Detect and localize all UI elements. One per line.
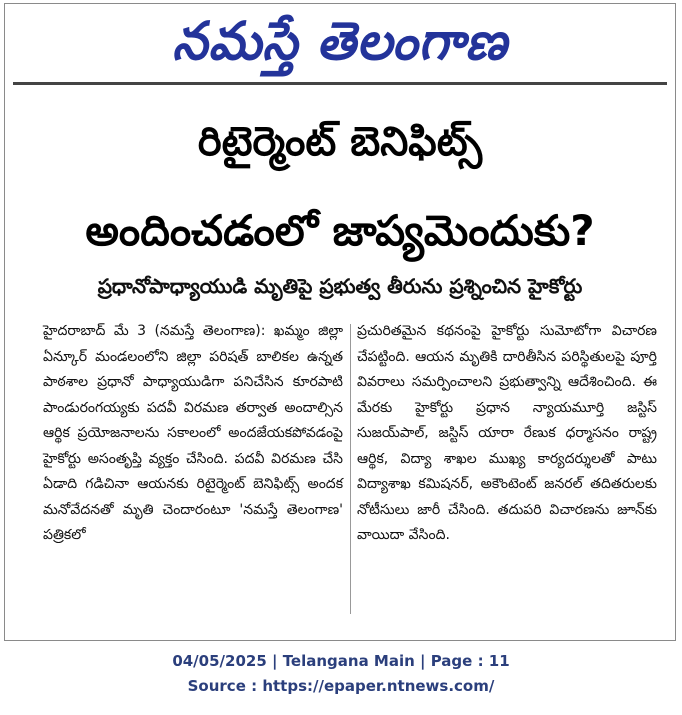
footer-source: Source : https://epaper.ntnews.com/ bbox=[187, 677, 495, 695]
headline-line-2: అందించడంలో జాప్యమెందుకు? bbox=[85, 206, 595, 255]
headline-line-1: రిటైర్మెంట్ బెనిఫిట్స్ bbox=[197, 119, 483, 165]
footer-date-page: 04/05/2025 | Telangana Main | Page : 11 bbox=[172, 652, 510, 670]
column-divider bbox=[350, 324, 351, 614]
subheadline: ప్రధానోపాధ్యాయుడి మృతిపై ప్రభుత్వ తీరును ప్రశ్నించిన హైకోర్టు bbox=[97, 274, 583, 298]
masthead-logo: నమస్తే తెలంగాణ bbox=[172, 10, 508, 72]
article-column-left: హైదరాబాద్ మే 3 (నమస్తే తెలంగాణ): ఖమ్మం జిల్లా ఏన్కూర్ మండలంలోని జిల్లా పరిషత్ బాలికల ఉన్నత పాఠశాల ప్రధానో పాధ్యాయుడిగా పనిచేసిన కూరపాటి పాండురంగయ్యకు పదవీ విరమణ తర్వాత అందాల్సిన ఆర్థిక ప్రయోజనాలను సకాలంలో అందజేయకపోవడంపై హైకోర్టు అసంతృప్తి వ్యక్తం చేసింది. పదవీ విరమణ చేసి ఏడాది గడిచినా ఆయనకు రిటైర్మెంట్ బెనిఫిట్స్ అందక మనోవేదనతో మృతి చెందారంటూ 'నమస్తే తెలంగాణ' పత్రికలో bbox=[43, 323, 343, 543]
article-column-right: ప్రచురితమైన కథనంపై హైకోర్టు సుమోటోగా విచారణ చేపట్టింది. ఆయన మృతికి దారితీసిన పరిస్థితులపై పూర్తి వివరాలు సమర్పించాలని ప్రభుత్వాన్ని ఆదేశించింది. ఈ మేరకు హైకోర్టు ప్రధాన న్యాయమూర్తి జస్టిస్ సుజయ్‌పాల్, జస్టిస్ యారా రేణుక ధర్మాసనం రాష్ట్ర ఆర్థిక, విద్యా శాఖల ముఖ్య కార్యదర్శులతో పాటు విద్యాశాఖ కమిషనర్, అకౌంటెంట్ జనరల్ తదితరులకు నోటీసులు జారీ చేసింది. తదుపరి విచారణను జూన్‌కు వాయిదా వేసింది. bbox=[357, 323, 657, 543]
masthead-separator bbox=[13, 82, 667, 85]
clipping-frame bbox=[4, 3, 676, 641]
